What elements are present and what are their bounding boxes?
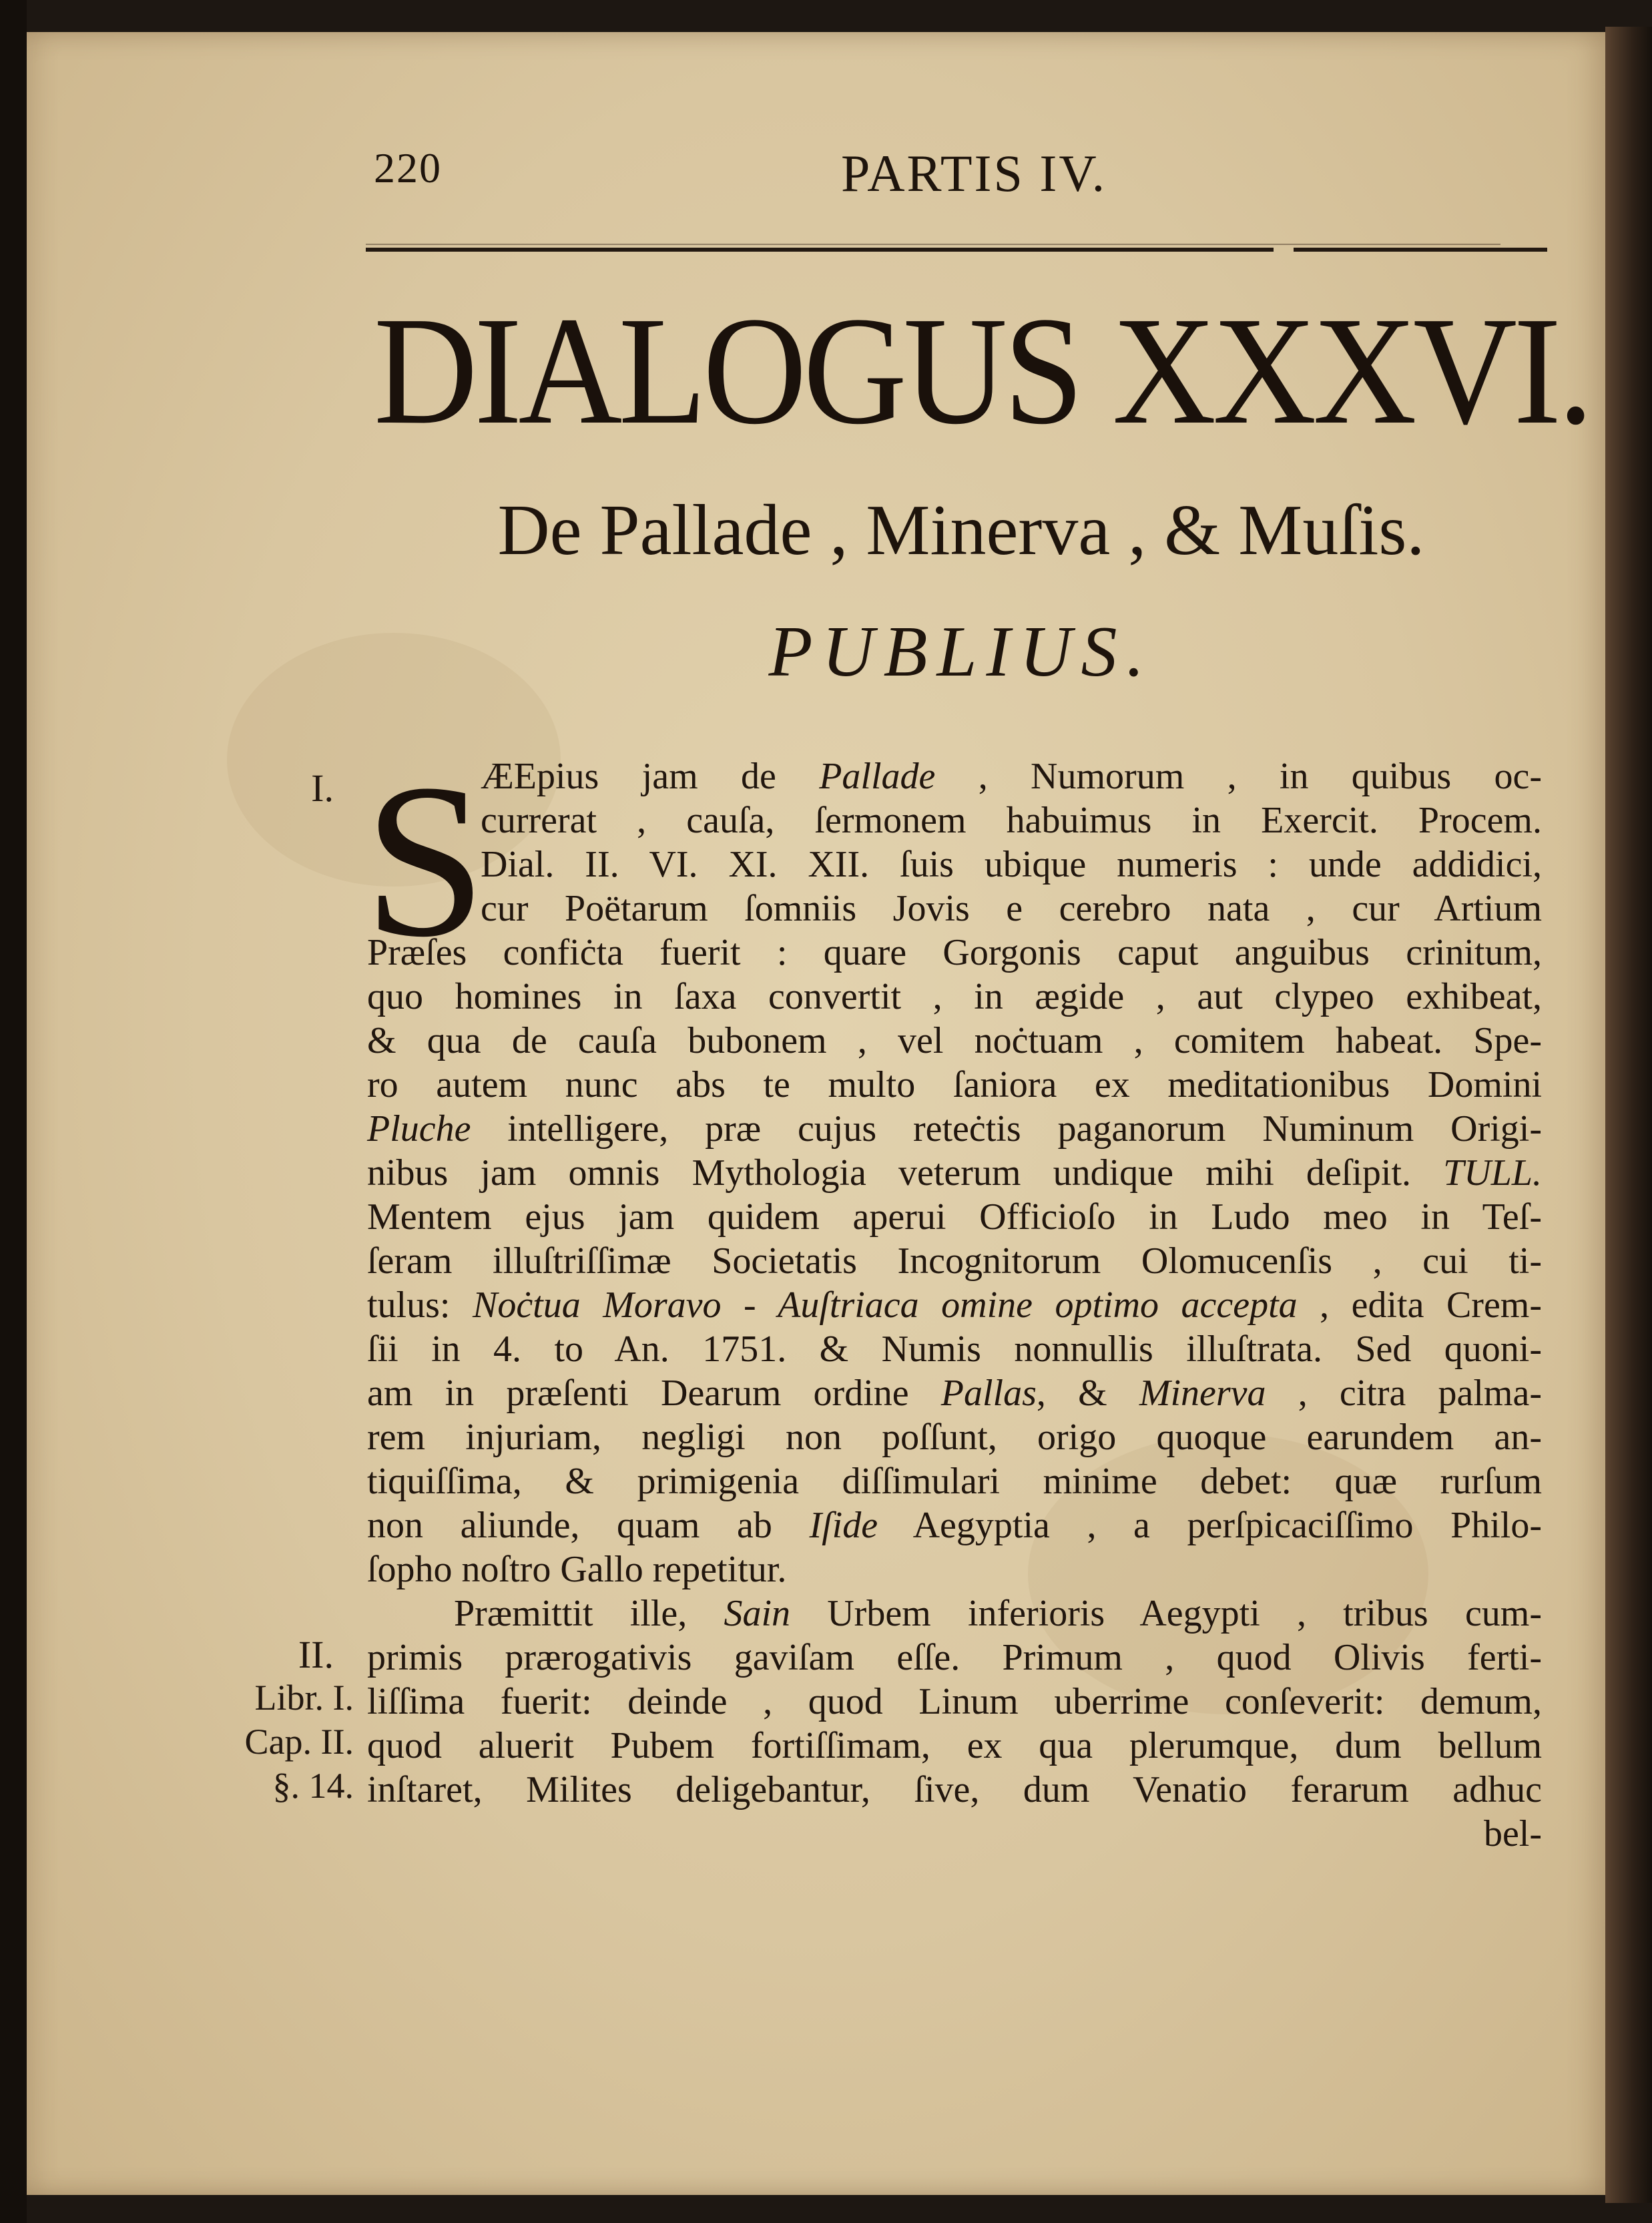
- section-numeral-1: I.: [311, 766, 334, 810]
- italic-run: Sain: [724, 1593, 791, 1634]
- text-run: Dial. II. VI. XI. XII. ſuis ubique numeris : unde addidici,: [481, 844, 1542, 885]
- text-run: Præmittit ille,: [454, 1593, 724, 1634]
- text-line: [367, 1283, 1542, 1327]
- book-spine-edge: [1605, 27, 1652, 2203]
- text-line: [367, 975, 1542, 1019]
- text-line: [367, 1459, 1542, 1503]
- text-run: ſii in 4. to An. 1751. & Numis nonnullis illuſtrata. Sed quoni-: [367, 1328, 1542, 1370]
- margin-reference: [194, 1676, 354, 1808]
- text-line: [367, 887, 1542, 931]
- italic-run: Minerva: [1139, 1373, 1266, 1414]
- text-run: inſtaret, Milites deligebantur, ſive, dum Venatio ferarum adhuc: [367, 1769, 1542, 1810]
- text-line: [367, 1415, 1542, 1459]
- text-run: , edita Crem-: [1297, 1284, 1543, 1326]
- text-line: [367, 1107, 1542, 1151]
- text-run: , citra palma-: [1266, 1373, 1542, 1414]
- text-run: currerat , cauſa, ſermonem habuimus in Exercit. Procem.: [481, 800, 1542, 841]
- text-run: ÆEpius jam de: [481, 756, 820, 797]
- margin-reference-line: Libr. I.: [254, 1678, 354, 1718]
- text-run: , Numorum , in quibus oc-: [935, 756, 1542, 797]
- text-line: [367, 1327, 1542, 1371]
- dialogue-subtitle: De Pallade , Minerva , & Muſis.: [497, 491, 1425, 570]
- italic-run: Pluche: [367, 1108, 471, 1150]
- italic-run: Iſide: [809, 1505, 878, 1546]
- italic-run: Pallade: [819, 756, 936, 797]
- text-run: ro autem nunc abs te multo ſaniora ex meditationibus Domini: [367, 1064, 1542, 1105]
- text-line: [367, 931, 1542, 975]
- text-line: [367, 1019, 1542, 1063]
- italic-run: TULL.: [1443, 1152, 1542, 1194]
- text-run: primis prærogativis gaviſam eſſe. Primum , quod Olivis ferti-: [367, 1637, 1542, 1678]
- text-run: cur Poëtarum ſomniis Jovis e cerebro nata , cur Artium: [481, 888, 1542, 929]
- text-run: & qua de cauſa bubonem , vel noċtuam , comitem habeat. Spe-: [367, 1020, 1542, 1061]
- text-run: quo homines in ſaxa convertit , in ægide , aut clypeo exhibeat,: [367, 976, 1542, 1017]
- text-run: nibus jam omnis Mythologia veterum undique mihi deſipit.: [367, 1152, 1444, 1194]
- text-line: [367, 798, 1542, 842]
- text-run: Aegyptia , a perſpicaciſſimo Philo-: [878, 1505, 1542, 1546]
- header-rule: [366, 244, 1542, 256]
- running-head: [374, 144, 1542, 204]
- text-line: [367, 754, 1542, 798]
- text-run: tiquiſſima, & primigenia diſſimulari minime debet: quæ rurſum: [367, 1461, 1542, 1502]
- text-line: [367, 1063, 1542, 1107]
- section-numeral-2: II.: [298, 1633, 334, 1676]
- page-number: 220: [374, 144, 442, 192]
- text-run: non aliunde, quam ab: [367, 1505, 810, 1546]
- speaker-name: PUBLIUS.: [768, 612, 1154, 692]
- text-run: liſſima fuerit: deinde , quod Linum uberrime conſeverit: demum,: [367, 1681, 1542, 1722]
- text-run: ſeram illuſtriſſimæ Societatis Incognitorum Olomucenſis , cui ti-: [367, 1240, 1542, 1282]
- drop-cap: S: [364, 739, 487, 983]
- text-run: Præſes confiċta fuerit : quare Gorgonis caput anguibus crinitum,: [367, 932, 1542, 973]
- text-run: rem injuriam, negligi non poſſunt, origo quoque earundem an-: [367, 1417, 1542, 1458]
- text-run: , &: [1036, 1373, 1139, 1414]
- dialogue-title: DIALOGUS XXXVI.: [374, 285, 1591, 457]
- text-line: [367, 1195, 1542, 1239]
- italic-run: Pallas: [940, 1373, 1037, 1414]
- margin-reference-line: Cap. II.: [244, 1722, 354, 1762]
- text-line: [367, 1371, 1542, 1415]
- text-line: [367, 842, 1542, 887]
- body-text: [367, 754, 1542, 1856]
- text-run: tulus:: [367, 1284, 473, 1326]
- text-line: [367, 1768, 1542, 1812]
- text-run: am in præſenti Dearum ordine: [367, 1373, 941, 1414]
- text-line: [367, 1680, 1542, 1724]
- catchword: bel-: [1483, 1813, 1542, 1855]
- text-line: [367, 1724, 1542, 1768]
- text-line: [367, 1151, 1542, 1195]
- text-run: intelligere, præ cujus reteċtis paganorum Numinum Origi-: [471, 1108, 1542, 1150]
- margin-reference-line: §. 14.: [272, 1766, 354, 1806]
- text-line: [367, 1547, 1542, 1591]
- text-run: ſopho noſtro Gallo repetitur.: [367, 1549, 787, 1590]
- text-line: [367, 1239, 1542, 1283]
- text-line: [367, 1591, 1542, 1636]
- scan-left-edge: [0, 0, 27, 2223]
- text-line: [367, 1503, 1542, 1547]
- running-title: PARTIS IV.: [841, 144, 1107, 202]
- text-line: [367, 1636, 1542, 1680]
- text-run: quod aluerit Pubem fortiſſimam, ex qua plerumque, dum bellum: [367, 1725, 1542, 1766]
- text-run: Mentem ejus jam quidem aperui Officioſo in Ludo meo in Teſ-: [367, 1196, 1542, 1238]
- italic-run: Noċtua Moravo - Auſtriaca omine optimo accepta: [472, 1284, 1298, 1326]
- text-run: Urbem inferioris Aegypti , tribus cum-: [790, 1593, 1542, 1634]
